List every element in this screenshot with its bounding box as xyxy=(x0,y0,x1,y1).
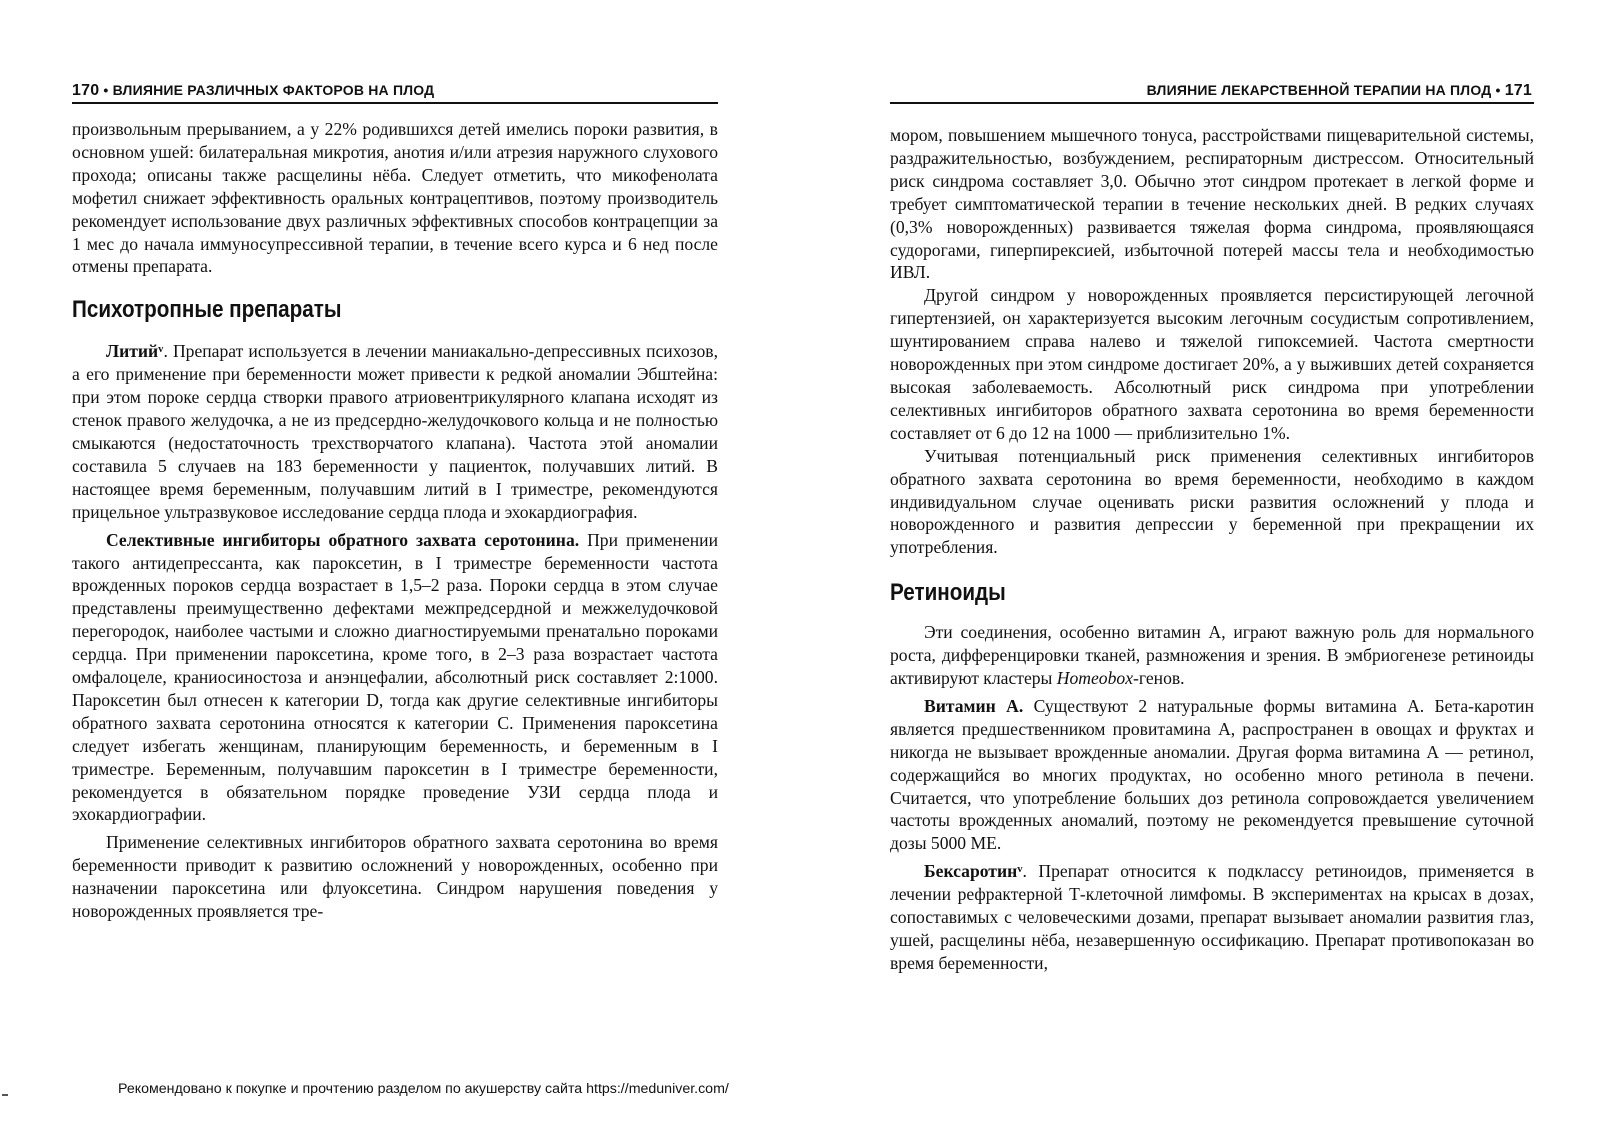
homeobox-term: Homeobox xyxy=(1056,668,1133,689)
ssri-text: При применении такого антидепрессанта, как пароксетин, в I триместре беременности частота врожденных пороков сердца возрастает в 1,5–2 раза. Пороки сердца в этом случае представлены преимущественно дефектами межпредсердной и межжелудочковой перегородок, наиболее частыми и сложно диагностируемыми пренатально пороками сердца. При применении пароксетина, кроме того, в 2–3 раза возрастает частота омфалоцеле, краниосиностоза и анэнцефалии, абсолютный риск составляет 2:1000. Пароксетин был отнесен к категории D, тогда как другие селективные ингибиторы обратного захвата серотонина относятся к категории С. Применения пароксетина следует избегать женщинам, планирующим беременность, и беременным в I триместре. Беременным, получавшим пароксетин в I триместре беременности, рекомендуется в обязательном порядке проведение УЗИ сердца плода и эхокардиографии. xyxy=(72,529,719,825)
right-page-number: 171 xyxy=(1504,82,1532,99)
right-header-rule xyxy=(890,102,1534,104)
right-body-text xyxy=(890,124,1534,975)
bexarotene-footnote-mark: ᵛ xyxy=(1017,861,1023,882)
term-lithium: Литий xyxy=(106,341,159,362)
term-ssri: Селективные ингибиторы обратного захвата серотонина. xyxy=(106,529,580,550)
right-header-bullet: • xyxy=(1495,82,1501,98)
left-paragraph-1: произвольным прерыванием, а у 22% родившихся детей имелись пороки развития, в основном ушей: билатеральная микротия, анотия и/или атрезия наружного слухового прохода; описаны также расщелины нёба. Следует отметить, что микофенолата мофетил снижает эффективность оральных контрацептивов, поэтому производитель рекомендует использование двух различных эффективных способов контрацепции за 1 мес до начала иммуносупрессивной терапии, в течение всего курса и 6 нед после отмены препарата. xyxy=(72,119,718,277)
left-body-text xyxy=(72,118,718,923)
section-heading-psychotropic: Психотропные препараты xyxy=(72,296,342,324)
p4-text-b: -генов. xyxy=(1133,668,1185,689)
right-paragraph-bexarotene xyxy=(890,860,1534,975)
bexarotene-text: . Препарат относится к подклассу ретиноидов, применяется в лечении рефрактерной Т-клеточной лимфомы. В экспериментах на крысах в дозах, сопоставимых с человеческими дозами, препарат вызывает аномалии развития глаз, ушей, расщелины нёба, незавершенную оссификацию. Препарат противопоказан во время беременности, xyxy=(890,861,1534,973)
right-paragraph-4 xyxy=(890,621,1534,690)
right-paragraph-vitamin-a xyxy=(890,695,1534,855)
lithium-text: . Препарат используется в лечении маниакально-депрессивных психозов, а его применение при беременности может привести к редкой аномалии Эбштейна: при этом пороке сердца створки правого атриовентрикулярного клапана исходят из стенок правого желудочка, а не из предсердно-желудочкового кольца и не полностью смыкаются (недостаточность трехстворчатого клапана). Частота этой аномалии составила 5 случаев на 183 беременности у пациенток, получавших литий. В настоящее время беременным, получавшим литий в I триместре, рекомендуются прицельное ультразвуковое исследование сердца плода и эхокардиография. xyxy=(72,341,718,522)
crop-mark xyxy=(2,1094,8,1096)
right-paragraph-1: мором, повышением мышечного тонуса, расстройствами пищеварительной системы, раздражительностью, возбуждением, респираторным дистрессом. Относительный риск синдрома составляет 3,0. Обычно этот синдром протекает в легкой форме и требует симптоматической терапии в течение нескольких дней. В редких случаях (0,3% новорожденных) развивается тяжелая форма синдрома, проявляющаяся судорогами, гиперпирексией, избыточной потерей массы тела и необходимостью ИВЛ. xyxy=(890,125,1534,283)
term-bexarotene: Бексаротин xyxy=(924,861,1018,882)
left-paragraph-lithium xyxy=(72,340,718,523)
p4-text-a: Эти соединения, особенно витамин А, играют важную роль для нормального роста, дифференцировки тканей, размножения и зрения. В эмбриогенезе ретиноиды активируют кластеры xyxy=(890,622,1534,689)
right-paragraph-3: Учитывая потенциальный риск применения селективных ингибиторов обратного захвата серотонина во время беременности, необходимо в каждом индивидуальном случае оценивать риски развития осложнений у плода и новорожденного и развития депрессии у беременной при прекращении их употребления. xyxy=(890,445,1534,558)
left-page-number: 170 xyxy=(72,82,100,99)
right-paragraph-2: Другой синдром у новорожденных проявляется персистирующей легочной гипертензией, он характеризуется высоким легочным сосудистым сопротивлением, шунтированием справа налево и тяжелой гипоксемией. Частота смертности новорожденных при этом синдроме достигает 20%, а у выживших детей сохраняется высокая заболеваемость. Абсолютный риск синдрома при употреблении селективных ингибиторов обратного захвата серотонина во время беременности составляет от 6 до 12 на 1000 — приблизительно 1%. xyxy=(890,285,1534,443)
left-header-rule xyxy=(72,102,718,104)
right-running-header xyxy=(892,82,1532,104)
term-vitamin-a: Витамин А. xyxy=(924,695,1024,716)
footer-note: Рекомендовано к покупке и прочтению разделом по акушерству сайта https://meduniver.com/ xyxy=(118,1081,729,1097)
section-heading-retinoids: Ретиноиды xyxy=(890,579,1006,607)
left-header-bullet: • xyxy=(103,82,109,98)
left-running-header xyxy=(72,82,716,104)
right-running-head-title: ВЛИЯНИЕ ЛЕКАРСТВЕННОЙ ТЕРАПИИ НА ПЛОД xyxy=(1146,82,1492,98)
right-page xyxy=(800,0,1600,1131)
vitamin-a-text: Существуют 2 натуральные формы витамина А. Бета-каротин является предшественником провитамина А, распространен в овощах и фруктах и никогда не вызывает врожденные аномалии. Другая форма витамина А — ретинол, содержащийся во многих продуктах, но особенно много ретинола в печени. Считается, что употребление больших доз ретинола сопровождается увеличением частоты врожденных аномалий, поэтому не рекомендуется превышение суточной дозы 5000 МЕ. xyxy=(890,695,1534,854)
left-paragraph-last: Применение селективных ингибиторов обратного захвата серотонина во время беременности приводит к развитию осложнений у новорожденных, особенно при назначении пароксетина или флуоксетина. Синдром нарушения поведения у новорожденных проявляется тре- xyxy=(72,832,718,922)
left-running-head-title: ВЛИЯНИЕ РАЗЛИЧНЫХ ФАКТОРОВ НА ПЛОД xyxy=(112,82,435,98)
left-paragraph-ssri xyxy=(72,529,718,827)
lithium-footnote-mark: ᵛ xyxy=(158,341,164,362)
